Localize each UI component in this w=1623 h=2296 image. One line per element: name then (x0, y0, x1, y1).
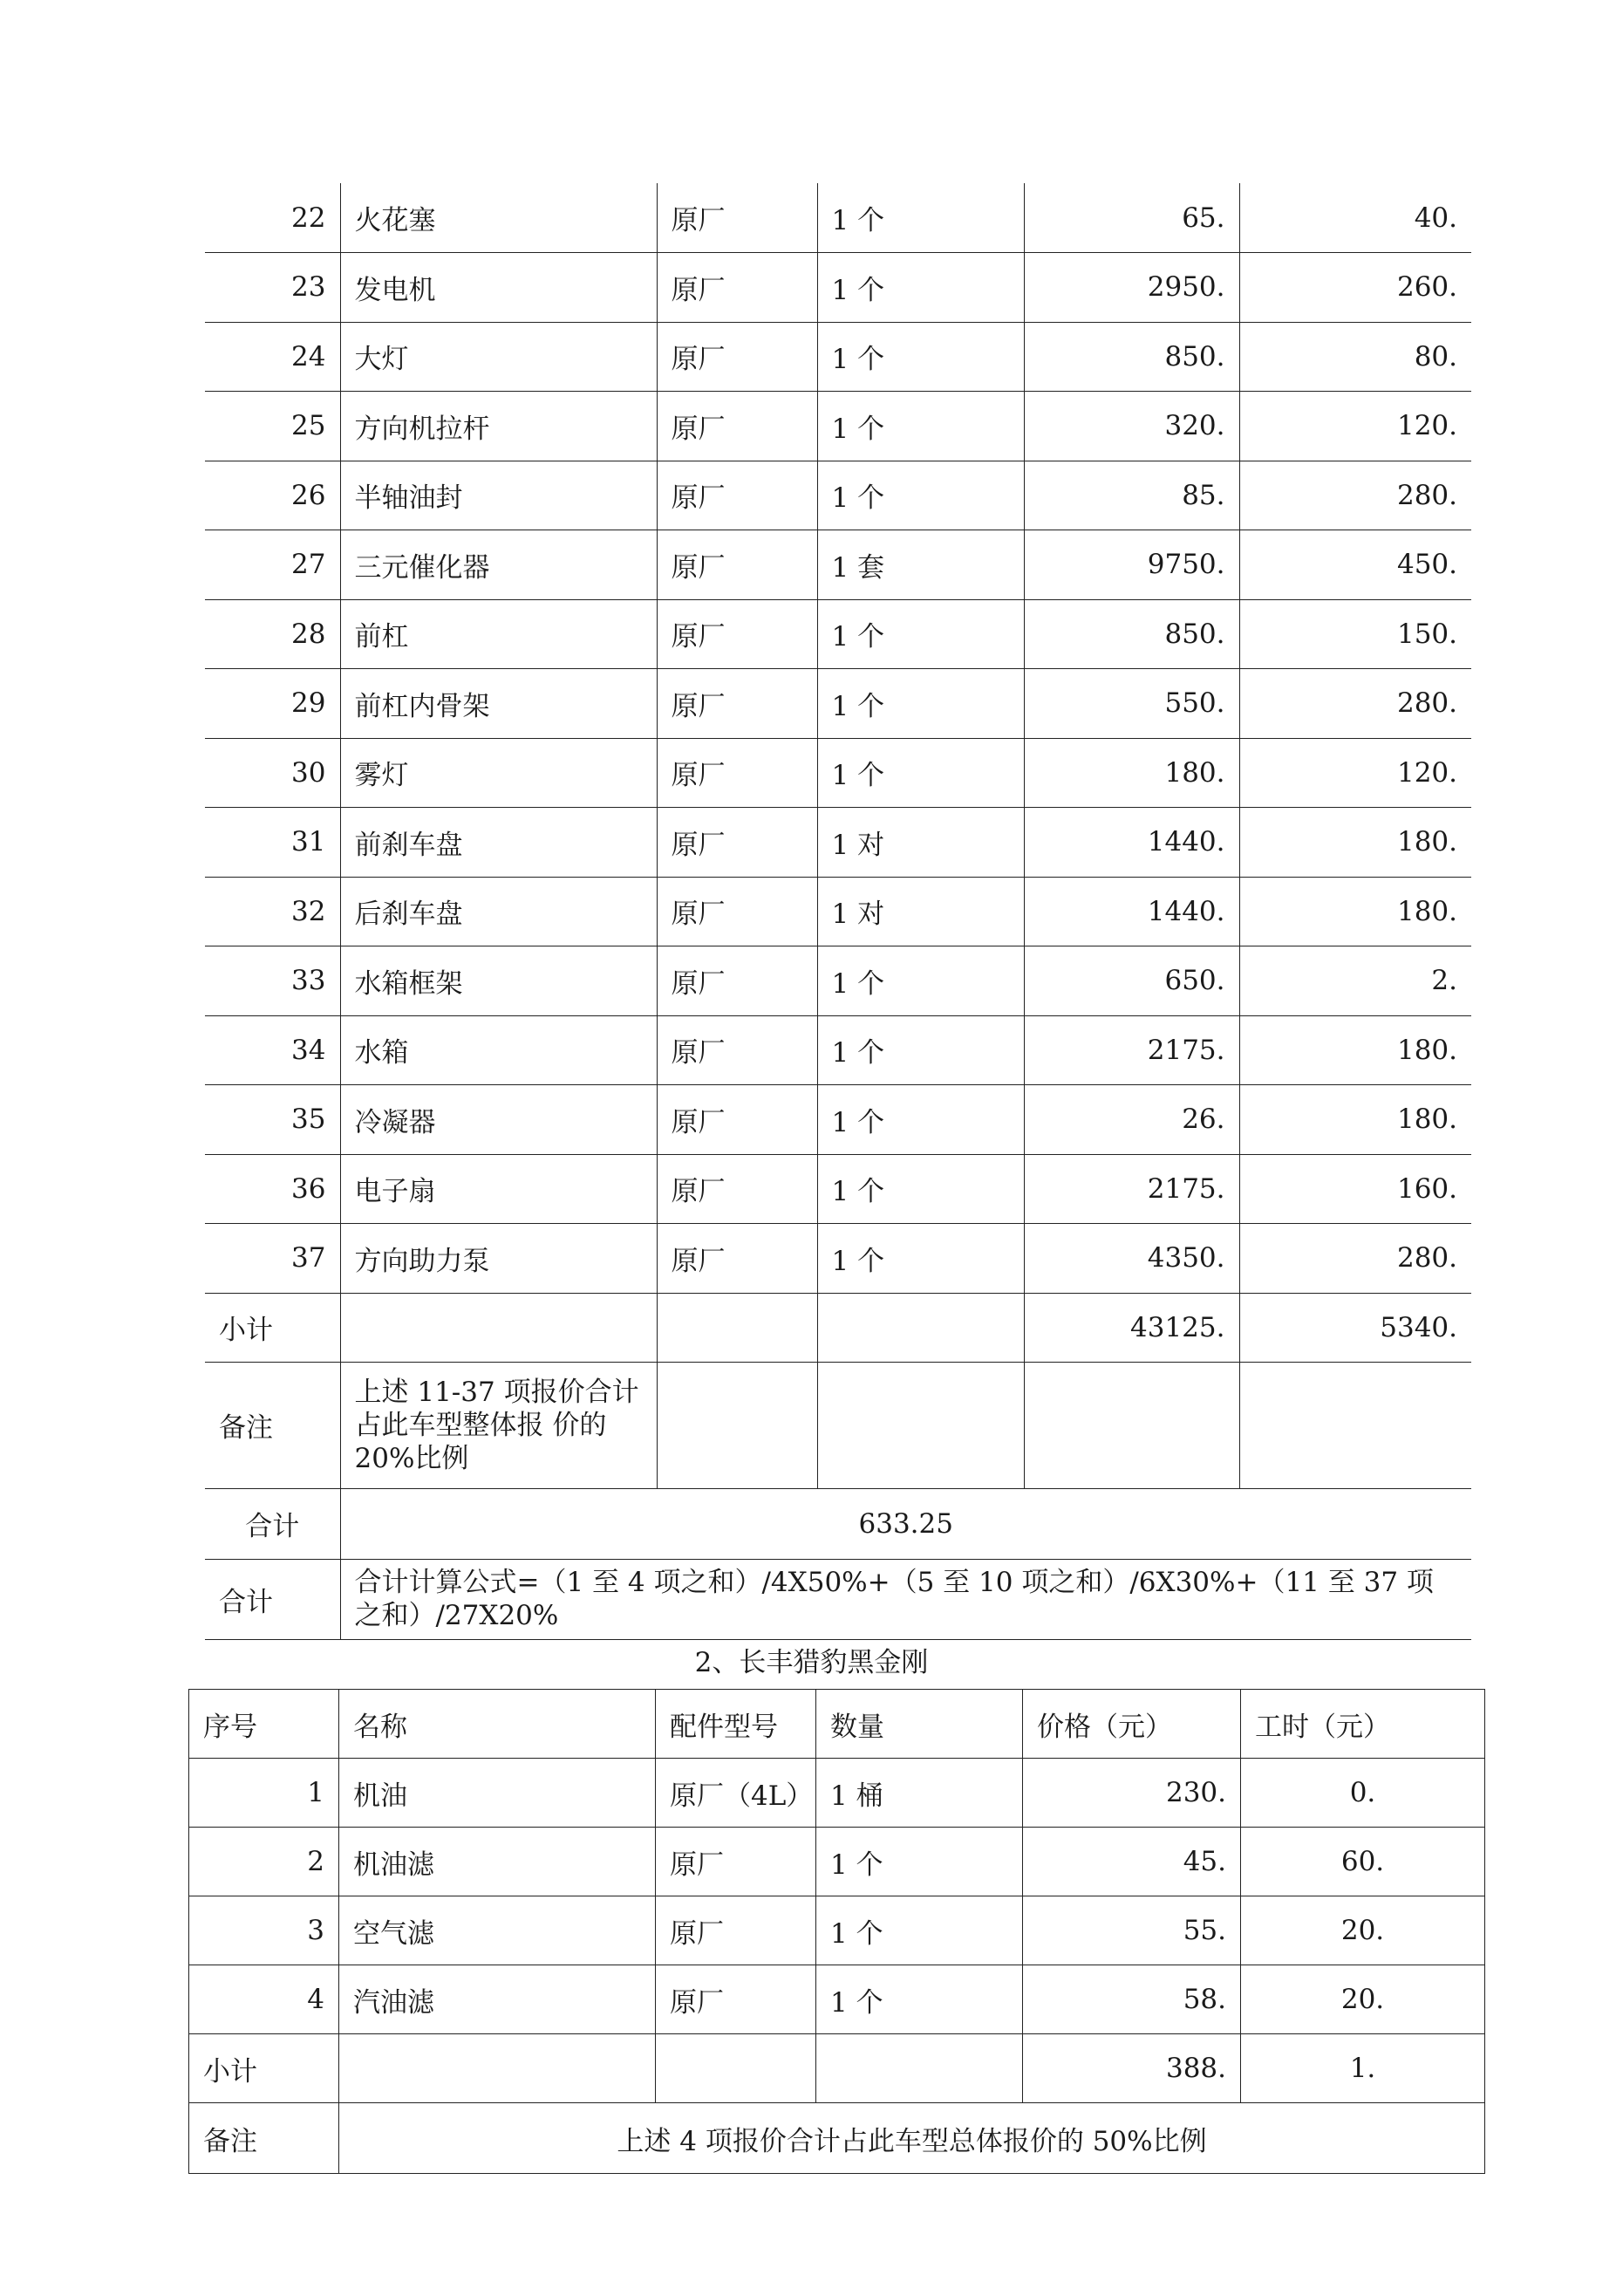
part-price: 320. (1024, 392, 1239, 461)
parts-price-table-continued (205, 183, 1471, 1640)
empty-cell (656, 2034, 816, 2103)
table-row (205, 877, 1471, 946)
labor-cost: 280. (1239, 669, 1471, 739)
total-label: 合计 (205, 1488, 340, 1559)
remark-text: 上述 11-37 项报价合计占此车型整体报 价的 20%比例 (340, 1362, 657, 1488)
header-price: 价格（元） (1023, 1690, 1241, 1759)
labor-cost: 180. (1239, 808, 1471, 878)
header-quantity: 数量 (816, 1690, 1023, 1759)
item-number: 37 (205, 1224, 340, 1294)
labor-cost: 280. (1239, 1224, 1471, 1294)
item-number: 3 (189, 1896, 339, 1965)
subtotal-labor: 5340. (1239, 1293, 1471, 1362)
table1-body (205, 183, 1471, 1639)
empty-cell (817, 1293, 1024, 1362)
part-model: 原厂 (657, 1154, 817, 1224)
part-model: 原厂（4L） (656, 1759, 816, 1828)
part-name: 前刹车盘 (340, 808, 657, 878)
part-model: 原厂 (657, 946, 817, 1016)
part-price: 180. (1024, 738, 1239, 808)
table-row (205, 946, 1471, 1016)
part-price: 4350. (1024, 1224, 1239, 1294)
table-row (205, 1224, 1471, 1294)
part-quantity: 1 套 (817, 530, 1024, 600)
part-model: 原厂 (656, 1896, 816, 1965)
table-row (205, 738, 1471, 808)
part-price: 55. (1023, 1896, 1241, 1965)
remark-label: 备注 (189, 2103, 339, 2174)
part-price: 1440. (1024, 808, 1239, 878)
item-number: 27 (205, 530, 340, 600)
part-quantity: 1 个 (817, 1085, 1024, 1155)
item-number: 35 (205, 1085, 340, 1155)
part-name: 前杠内骨架 (340, 669, 657, 739)
table-row (189, 1896, 1485, 1965)
labor-cost: 180. (1239, 1015, 1471, 1085)
item-number: 31 (205, 808, 340, 878)
part-name: 机油滤 (339, 1828, 656, 1896)
part-quantity: 1 对 (817, 808, 1024, 878)
item-number: 33 (205, 946, 340, 1016)
subtotal-row (205, 1293, 1471, 1362)
subtotal-labor: 1. (1241, 2034, 1485, 2103)
part-name: 机油 (339, 1759, 656, 1828)
table-row (205, 669, 1471, 739)
part-quantity: 1 个 (817, 1154, 1024, 1224)
part-model: 原厂 (657, 808, 817, 878)
part-quantity: 1 个 (816, 1965, 1023, 2034)
empty-cell (1239, 1362, 1471, 1488)
part-quantity: 1 个 (817, 392, 1024, 461)
labor-cost: 20. (1241, 1896, 1485, 1965)
total-row (205, 1488, 1471, 1559)
empty-cell (340, 1293, 657, 1362)
item-number: 25 (205, 392, 340, 461)
part-price: 45. (1023, 1828, 1241, 1896)
labor-cost: 80. (1239, 322, 1471, 392)
table-row (189, 1759, 1485, 1828)
table-row (205, 253, 1471, 323)
part-name: 方向助力泵 (340, 1224, 657, 1294)
part-price: 58. (1023, 1965, 1241, 2034)
part-model: 原厂 (657, 738, 817, 808)
part-price: 2950. (1024, 253, 1239, 323)
leopard-parts-price-table (188, 1689, 1485, 2174)
part-model: 原厂 (657, 1085, 817, 1155)
formula-row (205, 1559, 1471, 1639)
header-name: 名称 (339, 1690, 656, 1759)
table-row (205, 599, 1471, 669)
empty-cell (816, 2034, 1023, 2103)
part-model: 原厂 (657, 530, 817, 600)
part-price: 850. (1024, 322, 1239, 392)
item-number: 32 (205, 877, 340, 946)
part-name: 空气滤 (339, 1896, 656, 1965)
item-number: 28 (205, 599, 340, 669)
part-name: 汽油滤 (339, 1965, 656, 2034)
part-model: 原厂 (657, 877, 817, 946)
table-row (205, 461, 1471, 530)
part-name: 发电机 (340, 253, 657, 323)
part-model: 原厂 (657, 1015, 817, 1085)
part-price: 2175. (1024, 1154, 1239, 1224)
part-price: 230. (1023, 1759, 1241, 1828)
table-row (205, 322, 1471, 392)
item-number: 24 (205, 322, 340, 392)
part-quantity: 1 个 (817, 461, 1024, 530)
item-number: 26 (205, 461, 340, 530)
subtotal-label: 小计 (189, 2034, 339, 2103)
part-model: 原厂 (657, 322, 817, 392)
subtotal-row (189, 2034, 1485, 2103)
part-model: 原厂 (657, 392, 817, 461)
header-row (189, 1690, 1485, 1759)
subtotal-price: 43125. (1024, 1293, 1239, 1362)
part-quantity: 1 对 (817, 877, 1024, 946)
part-model: 原厂 (657, 461, 817, 530)
part-quantity: 1 个 (817, 1015, 1024, 1085)
labor-cost: 180. (1239, 1085, 1471, 1155)
part-quantity: 1 个 (817, 1224, 1024, 1294)
empty-cell (817, 1362, 1024, 1488)
subtotal-label: 小计 (205, 1293, 340, 1362)
part-model: 原厂 (656, 1828, 816, 1896)
part-model: 原厂 (657, 183, 817, 253)
labor-cost: 160. (1239, 1154, 1471, 1224)
part-name: 冷凝器 (340, 1085, 657, 1155)
labor-cost: 280. (1239, 461, 1471, 530)
table-row (205, 808, 1471, 878)
table-row (205, 1154, 1471, 1224)
table-row (189, 1965, 1485, 2034)
section2-title: 2、长丰猎豹黑金刚 (694, 1647, 929, 1678)
remark-label: 备注 (205, 1362, 340, 1488)
item-number: 1 (189, 1759, 339, 1828)
header-model: 配件型号 (656, 1690, 816, 1759)
table-row (205, 1085, 1471, 1155)
part-quantity: 1 个 (816, 1896, 1023, 1965)
subtotal-price: 388. (1023, 2034, 1241, 2103)
part-price: 65. (1024, 183, 1239, 253)
labor-cost: 260. (1239, 253, 1471, 323)
item-number: 29 (205, 669, 340, 739)
part-price: 85. (1024, 461, 1239, 530)
part-price: 9750. (1024, 530, 1239, 600)
table-row (205, 392, 1471, 461)
total-value: 633.25 (340, 1488, 1471, 1559)
part-name: 大灯 (340, 322, 657, 392)
labor-cost: 120. (1239, 392, 1471, 461)
empty-cell (657, 1362, 817, 1488)
part-price: 650. (1024, 946, 1239, 1016)
empty-cell (1024, 1362, 1239, 1488)
empty-cell (657, 1293, 817, 1362)
labor-cost: 60. (1241, 1828, 1485, 1896)
table2-body (189, 1690, 1485, 2174)
remark-text: 上述 4 项报价合计占此车型总体报价的 50%比例 (339, 2103, 1485, 2174)
formula-label: 合计 (205, 1559, 340, 1639)
part-price: 26. (1024, 1085, 1239, 1155)
part-name: 前杠 (340, 599, 657, 669)
labor-cost: 20. (1241, 1965, 1485, 2034)
table-row (205, 183, 1471, 253)
part-price: 550. (1024, 669, 1239, 739)
part-name: 半轴油封 (340, 461, 657, 530)
part-name: 电子扇 (340, 1154, 657, 1224)
part-model: 原厂 (656, 1965, 816, 2034)
part-price: 2175. (1024, 1015, 1239, 1085)
remark-row (205, 1362, 1471, 1488)
header-number: 序号 (189, 1690, 339, 1759)
remark-row (189, 2103, 1485, 2174)
part-quantity: 1 个 (817, 669, 1024, 739)
part-quantity: 1 个 (817, 322, 1024, 392)
labor-cost: 120. (1239, 738, 1471, 808)
part-quantity: 1 个 (817, 253, 1024, 323)
labor-cost: 450. (1239, 530, 1471, 600)
part-name: 雾灯 (340, 738, 657, 808)
labor-cost: 180. (1239, 877, 1471, 946)
table-row (205, 530, 1471, 600)
item-number: 34 (205, 1015, 340, 1085)
header-labor: 工时（元） (1241, 1690, 1485, 1759)
part-quantity: 1 个 (816, 1828, 1023, 1896)
part-quantity: 1 桶 (816, 1759, 1023, 1828)
part-quantity: 1 个 (817, 738, 1024, 808)
formula-text: 合计计算公式=（1 至 4 项之和）/4X50%+（5 至 10 项之和）/6X30%+（11 至 37 项 之和）/27X20% (340, 1559, 1471, 1639)
part-name: 火花塞 (340, 183, 657, 253)
table-row (189, 1828, 1485, 1896)
part-name: 三元催化器 (340, 530, 657, 600)
labor-cost: 40. (1239, 183, 1471, 253)
part-price: 1440. (1024, 877, 1239, 946)
labor-cost: 150. (1239, 599, 1471, 669)
part-model: 原厂 (657, 669, 817, 739)
part-quantity: 1 个 (817, 946, 1024, 1016)
part-name: 水箱框架 (340, 946, 657, 1016)
table-row (205, 1015, 1471, 1085)
part-name: 方向机拉杆 (340, 392, 657, 461)
item-number: 22 (205, 183, 340, 253)
part-name: 后刹车盘 (340, 877, 657, 946)
part-model: 原厂 (657, 253, 817, 323)
labor-cost: 2. (1239, 946, 1471, 1016)
part-model: 原厂 (657, 599, 817, 669)
part-price: 850. (1024, 599, 1239, 669)
item-number: 23 (205, 253, 340, 323)
item-number: 4 (189, 1965, 339, 2034)
part-quantity: 1 个 (817, 599, 1024, 669)
empty-cell (339, 2034, 656, 2103)
part-model: 原厂 (657, 1224, 817, 1294)
labor-cost: 0. (1241, 1759, 1485, 1828)
part-name: 水箱 (340, 1015, 657, 1085)
item-number: 36 (205, 1154, 340, 1224)
part-quantity: 1 个 (817, 183, 1024, 253)
item-number: 30 (205, 738, 340, 808)
item-number: 2 (189, 1828, 339, 1896)
